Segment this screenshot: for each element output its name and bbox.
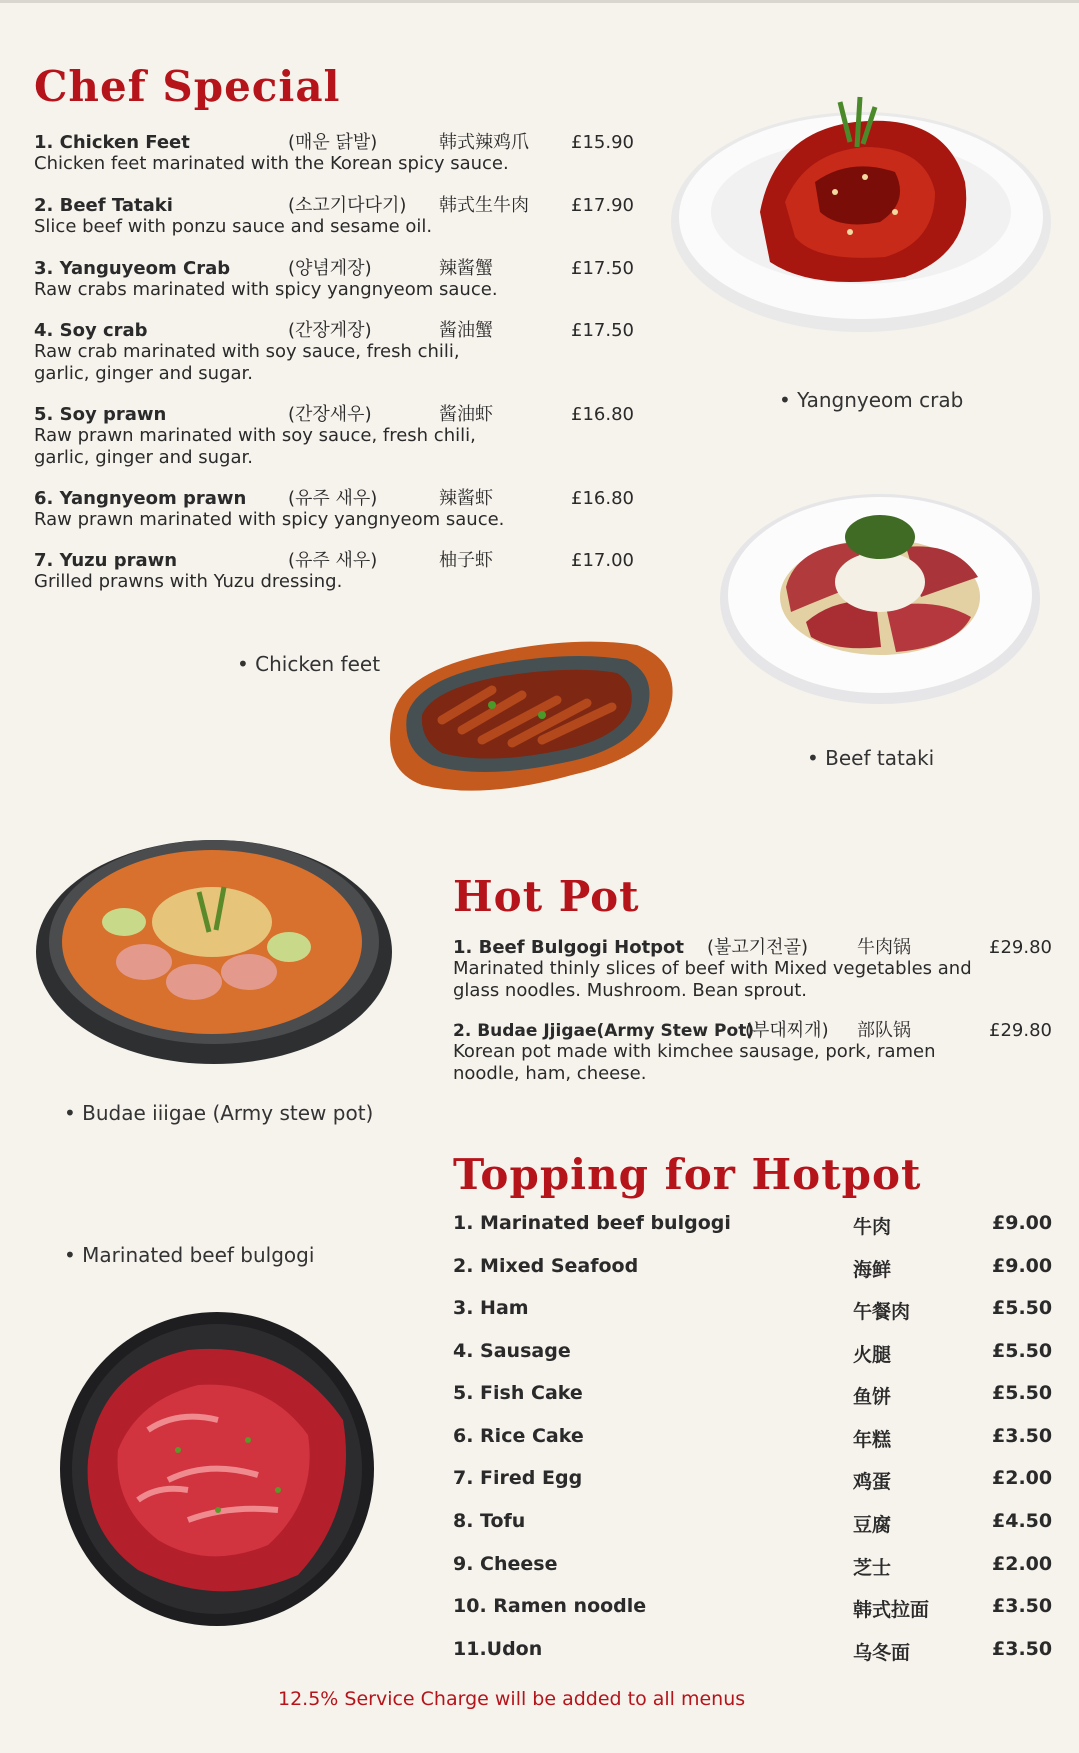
- item-korean: (불고기전골): [707, 937, 808, 958]
- chef-special-title: Chef Special: [34, 62, 341, 111]
- topping-row: [453, 1425, 1053, 1449]
- item-name: 4. Soy crab: [34, 320, 148, 341]
- item-chinese: 韩式辣鸡爪: [439, 132, 529, 153]
- topping-name: 1. Marinated beef bulgogi: [453, 1212, 731, 1234]
- topping-price: £9.00: [992, 1212, 1053, 1234]
- caption-yangnyeom-crab: • Yangnyeom crab: [779, 388, 964, 412]
- topping-row: [453, 1510, 1053, 1534]
- item-description: Marinated thinly slices of beef with Mixed vegetables and glass noodles. Mushroom. Bean sprout.: [453, 958, 972, 1001]
- item-korean: (간장새우): [288, 404, 372, 425]
- topping-row: [453, 1553, 1053, 1577]
- topping-chinese: 乌冬面: [853, 1642, 911, 1664]
- topping-chinese: 鱼饼: [853, 1386, 892, 1408]
- topping-chinese: 年糕: [853, 1429, 892, 1451]
- topping-name: 6. Rice Cake: [453, 1425, 584, 1447]
- item-description: Raw prawn marinated with spicy yangnyeom sauce.: [34, 509, 505, 530]
- item-chinese: 部队锅: [857, 1020, 911, 1041]
- topping-price: £3.50: [992, 1638, 1053, 1660]
- item-description: Grilled prawns with Yuzu dressing.: [34, 571, 343, 592]
- item-korean: (간장게장): [288, 320, 372, 341]
- item-price: £17.00: [571, 550, 634, 571]
- topping-name: 9. Cheese: [453, 1553, 558, 1575]
- topping-name: 7. Fired Egg: [453, 1467, 583, 1489]
- item-korean: (유주 새우): [288, 550, 378, 571]
- topping-price: £4.50: [992, 1510, 1053, 1532]
- caption-beef-tataki: • Beef tataki: [807, 746, 935, 770]
- caption-beef-bulgogi: • Marinated beef bulgogi: [64, 1243, 315, 1267]
- item-price: £16.80: [571, 404, 634, 425]
- topping-price: £2.00: [992, 1553, 1053, 1575]
- item-name: 2. Budae Jjigae(Army Stew Pot): [453, 1021, 755, 1041]
- item-korean: (매운 닭발): [288, 132, 378, 153]
- topping-row: [453, 1255, 1053, 1279]
- item-price: £16.80: [571, 488, 634, 509]
- topping-price: £3.50: [992, 1425, 1053, 1447]
- item-price: £17.50: [571, 320, 634, 341]
- item-description: Raw crab marinated with soy sauce, fresh chili, garlic, ginger and sugar.: [34, 341, 460, 384]
- beef-bulgogi-photo: [58, 1310, 376, 1628]
- topping-name: 10. Ramen noodle: [453, 1595, 647, 1617]
- topping-chinese: 海鲜: [853, 1259, 892, 1281]
- yangnyeom-crab-photo: [665, 62, 1057, 342]
- item-name: 1. Chicken Feet: [34, 132, 190, 153]
- item-name: 6. Yangnyeom prawn: [34, 488, 247, 509]
- topping-name: 8. Tofu: [453, 1510, 526, 1532]
- topping-name: 3. Ham: [453, 1297, 529, 1319]
- item-description: Korean pot made with kimchee sausage, pork, ramen noodle, ham, cheese.: [453, 1041, 936, 1084]
- item-korean: (부대찌개): [745, 1020, 829, 1041]
- topping-row: [453, 1638, 1053, 1662]
- topping-chinese: 牛肉: [853, 1216, 892, 1238]
- item-price: £17.50: [571, 258, 634, 279]
- topping-chinese: 午餐肉: [853, 1301, 911, 1323]
- item-chinese: 酱油蟹: [439, 320, 493, 341]
- item-name: 7. Yuzu prawn: [34, 550, 178, 571]
- topping-price: £5.50: [992, 1382, 1053, 1404]
- item-korean: (유주 새우): [288, 488, 378, 509]
- item-price: £15.90: [571, 132, 634, 153]
- topping-row: [453, 1340, 1053, 1364]
- service-charge-note: 12.5% Service Charge will be added to all menus: [278, 1688, 746, 1710]
- topping-chinese: 韩式拉面: [853, 1599, 930, 1621]
- item-description: Raw prawn marinated with soy sauce, fresh chili, garlic, ginger and sugar.: [34, 425, 476, 468]
- hot-pot-title: Hot Pot: [453, 872, 640, 921]
- beef-tataki-photo: [716, 487, 1044, 707]
- topping-name: 2. Mixed Seafood: [453, 1255, 639, 1277]
- item-korean: (양념게장): [288, 258, 372, 279]
- item-name: 3. Yanguyeom Crab: [34, 258, 231, 279]
- item-price: £29.80: [989, 937, 1052, 958]
- topping-chinese: 火腿: [853, 1344, 892, 1366]
- item-price: £29.80: [989, 1020, 1052, 1041]
- item-korean: (소고기다다기): [288, 195, 407, 216]
- budae-jjigae-photo: [34, 812, 394, 1070]
- topping-price: £5.50: [992, 1297, 1053, 1319]
- topping-chinese: 鸡蛋: [853, 1471, 892, 1493]
- item-description: Raw crabs marinated with spicy yangnyeom sauce.: [34, 279, 498, 300]
- item-chinese: 牛肉锅: [857, 937, 911, 958]
- topping-row: [453, 1382, 1053, 1406]
- item-description: Chicken feet marinated with the Korean spicy sauce.: [34, 153, 509, 174]
- topping-chinese: 豆腐: [853, 1514, 892, 1536]
- item-chinese: 辣酱蟹: [439, 258, 493, 279]
- item-description: Slice beef with ponzu sauce and sesame oil.: [34, 216, 433, 237]
- topping-name: 4. Sausage: [453, 1340, 571, 1362]
- item-chinese: 韩式生牛肉: [439, 195, 529, 216]
- topping-chinese: 芝士: [853, 1557, 892, 1579]
- topping-row: [453, 1297, 1053, 1321]
- caption-budae-jjigae: • Budae iiigae (Army stew pot): [64, 1101, 374, 1125]
- topping-name: 5. Fish Cake: [453, 1382, 583, 1404]
- top-border: [0, 0, 1079, 3]
- item-chinese: 辣酱虾: [439, 488, 493, 509]
- item-name: 2. Beef Tataki: [34, 195, 173, 216]
- topping-title: Topping for Hotpot: [453, 1150, 922, 1199]
- topping-price: £5.50: [992, 1340, 1053, 1362]
- topping-name: 11.Udon: [453, 1638, 543, 1660]
- caption-chicken-feet: • Chicken feet: [237, 652, 381, 676]
- item-name: 5. Soy prawn: [34, 404, 167, 425]
- chicken-feet-photo: [372, 615, 682, 805]
- topping-row: [453, 1212, 1053, 1236]
- topping-price: £3.50: [992, 1595, 1053, 1617]
- topping-price: £2.00: [992, 1467, 1053, 1489]
- topping-row: [453, 1467, 1053, 1491]
- item-name: 1. Beef Bulgogi Hotpot: [453, 937, 685, 958]
- item-chinese: 柚子虾: [439, 550, 493, 571]
- item-price: £17.90: [571, 195, 634, 216]
- topping-row: [453, 1595, 1053, 1619]
- topping-price: £9.00: [992, 1255, 1053, 1277]
- item-chinese: 酱油虾: [439, 404, 493, 425]
